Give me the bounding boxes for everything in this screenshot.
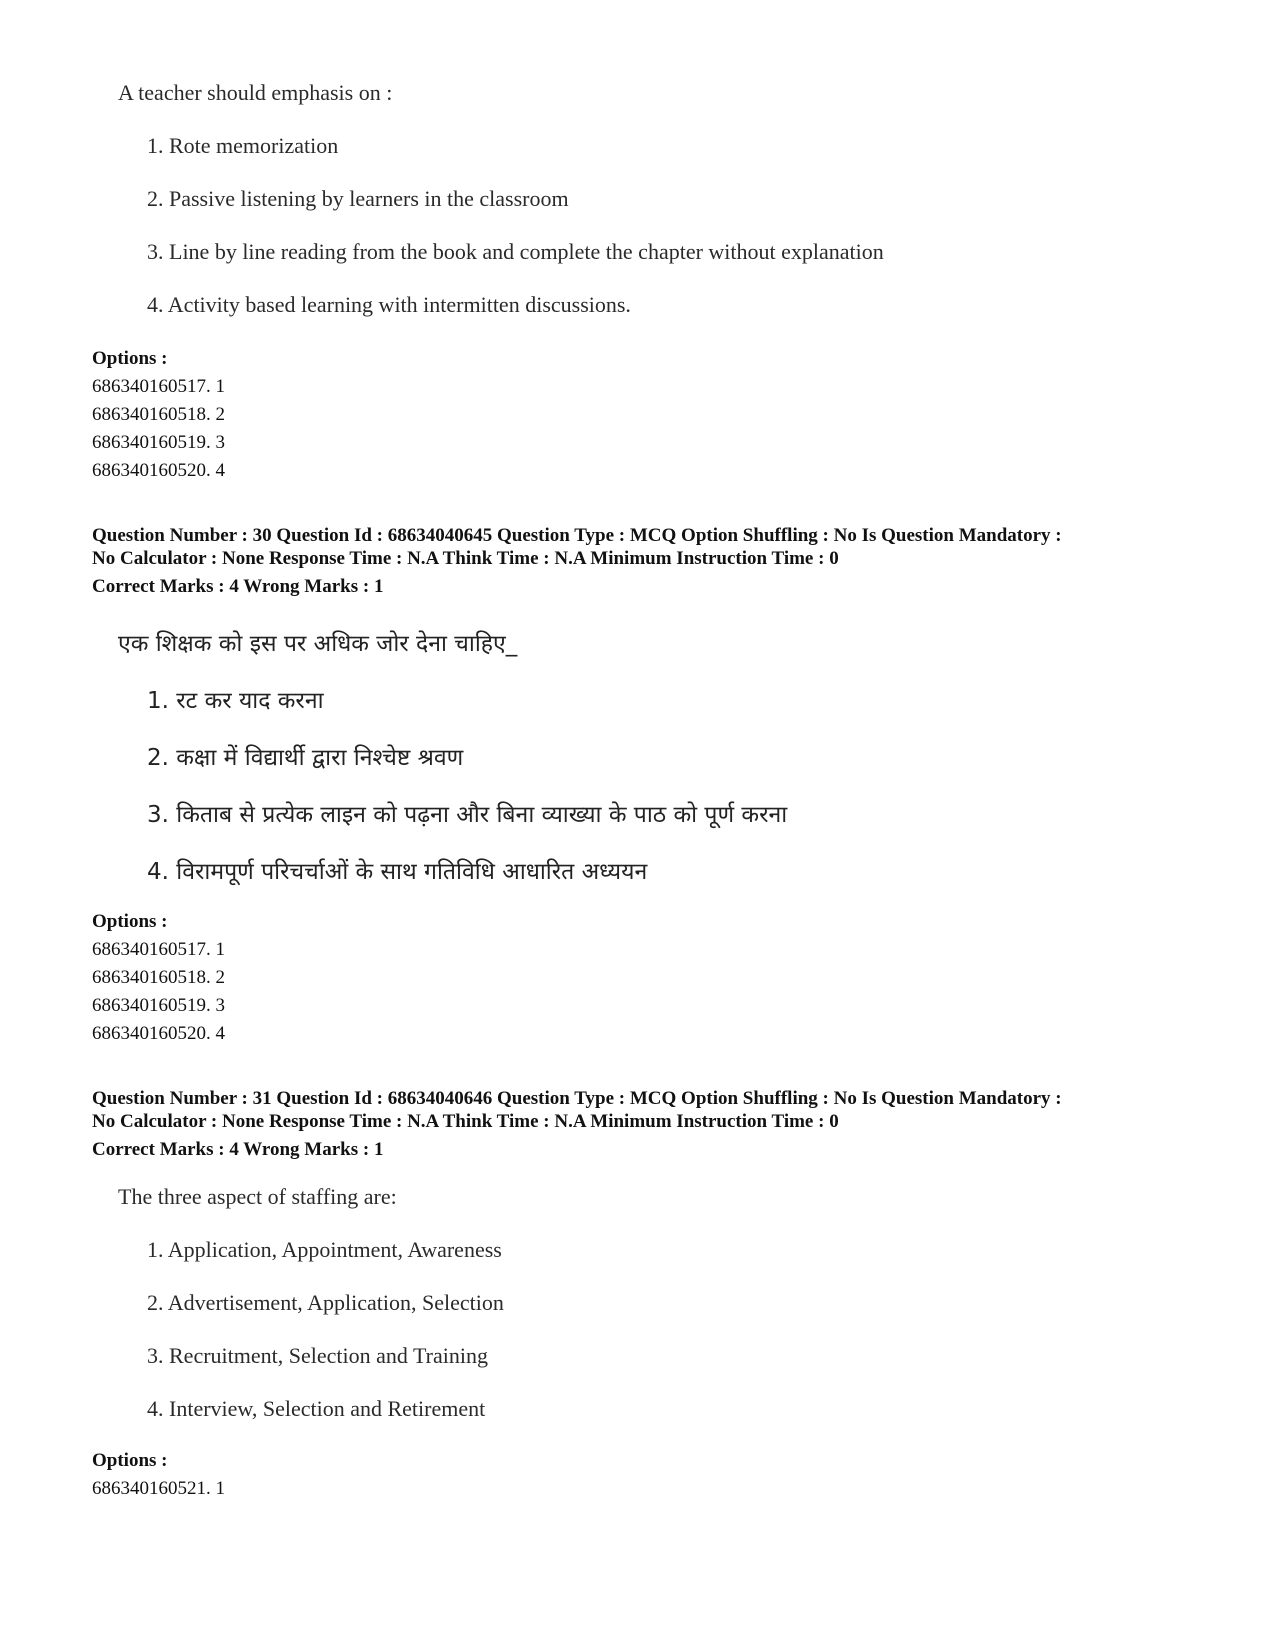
question-meta-line-1: Question Number : 31 Question Id : 68634040646 Question Type : MCQ Option Shuffling : No Is Question Mandatory : <box>92 1088 1062 1109</box>
options-label: Options : <box>92 348 168 369</box>
option-id-1: 686340160517. 1 <box>92 939 225 960</box>
question-stem: A teacher should emphasis on : <box>118 80 393 105</box>
answer-choice-1: 1. रट कर याद करना <box>147 688 324 714</box>
answer-choice-4: 4. विरामपूर्ण परिचर्चाओं के साथ गतिविधि आधारित अध्ययन <box>147 859 648 885</box>
question-meta-line-2: No Calculator : None Response Time : N.A Think Time : N.A Minimum Instruction Time : 0 <box>92 1111 839 1132</box>
question-marks: Correct Marks : 4 Wrong Marks : 1 <box>92 1139 384 1160</box>
options-label: Options : <box>92 1450 168 1471</box>
question-stem: एक शिक्षक को इस पर अधिक जोर देना चाहिए_ <box>118 631 518 657</box>
answer-choice-3: 3. Line by line reading from the book and complete the chapter without explanation <box>147 239 884 264</box>
answer-choice-2: 2. Passive listening by learners in the classroom <box>147 186 569 211</box>
option-id-2: 686340160518. 2 <box>92 967 225 988</box>
question-meta-line-1: Question Number : 30 Question Id : 68634040645 Question Type : MCQ Option Shuffling : No Is Question Mandatory : <box>92 525 1062 546</box>
option-id-1: 686340160517. 1 <box>92 376 225 397</box>
answer-choice-3: 3. Recruitment, Selection and Training <box>147 1343 488 1368</box>
answer-choice-2: 2. कक्षा में विद्यार्थी द्वारा निश्चेष्ट श्रवण <box>147 745 464 771</box>
options-label: Options : <box>92 911 168 932</box>
option-id-3: 686340160519. 3 <box>92 995 225 1016</box>
question-marks: Correct Marks : 4 Wrong Marks : 1 <box>92 576 384 597</box>
answer-choice-2: 2. Advertisement, Application, Selection <box>147 1290 504 1315</box>
option-id-3: 686340160519. 3 <box>92 432 225 453</box>
answer-choice-4: 4. Interview, Selection and Retirement <box>147 1396 486 1421</box>
answer-choice-3: 3. किताब से प्रत्येक लाइन को पढ़ना और बिना व्याख्या के पाठ को पूर्ण करना <box>147 802 788 828</box>
option-id-4: 686340160520. 4 <box>92 1023 225 1044</box>
answer-choice-4: 4. Activity based learning with intermitten discussions. <box>147 292 631 317</box>
question-meta-line-2: No Calculator : None Response Time : N.A Think Time : N.A Minimum Instruction Time : 0 <box>92 548 839 569</box>
option-id-4: 686340160520. 4 <box>92 460 225 481</box>
option-id-2: 686340160518. 2 <box>92 404 225 425</box>
answer-choice-1: 1. Application, Appointment, Awareness <box>147 1237 502 1262</box>
answer-choice-1: 1. Rote memorization <box>147 133 339 158</box>
option-id-1: 686340160521. 1 <box>92 1478 225 1499</box>
question-stem: The three aspect of staffing are: <box>118 1184 397 1209</box>
